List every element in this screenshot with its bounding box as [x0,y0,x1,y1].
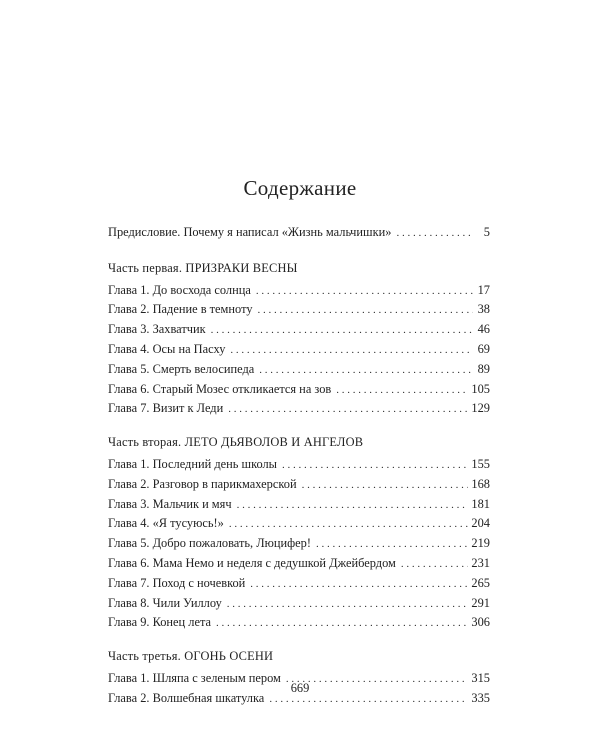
toc-entry-label: Глава 9. Конец лета [108,615,212,630]
toc-entry-label: Глава 2. Разговор в парикмахерской [108,476,297,491]
toc-entry-label: Глава 4. «Я тусуюсь!» [108,516,224,531]
toc-entry-page: 291 [471,595,490,610]
toc-part-3 [108,647,490,708]
toc-entry-page: 219 [471,536,490,551]
part-heading: Часть третья. ОГОНЬ ОСЕНИ [108,649,274,664]
toc-entry-page: 335 [471,690,490,705]
dot-leader [256,282,473,301]
toc-entry [108,380,490,400]
toc-entry [108,300,490,320]
toc-entry-page: 46 [477,322,490,337]
toc-entry-label: Глава 7. Поход с ночевкой [108,575,246,590]
toc-entry [108,514,490,534]
toc-entry [108,554,490,574]
toc-entry-label: Глава 1. Шляпа с зеленым пером [108,670,281,685]
toc-entry-label: Глава 6. Мама Немо и неделя с дедушкой Джейбердом [108,555,396,570]
toc-entry-label: Глава 2. Волшебная шкатулка [108,690,265,705]
toc-entry-page: 105 [471,381,490,396]
toc-entry [108,399,490,419]
toc-part-2 [108,433,490,633]
toc-entry-page: 181 [471,496,490,511]
toc-entry [108,455,490,475]
toc-entry-label: Глава 8. Чили Уиллоу [108,595,222,610]
toc-entry-label: Глава 4. Осы на Пасху [108,341,226,356]
toc-entry-page: 5 [483,225,490,239]
toc-entry [108,360,490,380]
toc-entry-page: 17 [477,282,490,297]
part-heading: Часть вторая. ЛЕТО ДЬЯВОЛОВ И АНГЕЛОВ [108,435,364,450]
dot-leader [396,224,473,243]
toc-entry-label: Глава 5. Смерть велосипеда [108,361,255,376]
dot-leader [282,456,468,475]
toc-entry [108,475,490,495]
toc-entry-page: 168 [471,476,490,491]
toc-entry-page: 129 [471,401,490,416]
dot-leader [216,614,468,633]
table-of-contents [108,223,490,723]
toc-entry [108,574,490,594]
toc-entry-preface [108,223,490,243]
dot-leader [230,341,473,360]
toc-entry-page: 155 [471,456,490,471]
toc-entry-label: Глава 7. Визит к Леди [108,401,224,416]
page-number: 669 [290,681,310,695]
toc-entry-label: Глава 3. Захватчик [108,322,206,337]
dot-leader [211,321,473,340]
dot-leader [302,476,469,495]
toc-part-1 [108,259,490,419]
toc-entry-page: 38 [477,302,490,317]
part-heading: Часть первая. ПРИЗРАКИ ВЕСНЫ [108,260,298,275]
toc-entry-label: Глава 2. Падение в темноту [108,302,253,317]
dot-leader [401,555,469,574]
toc-entry-label: Предисловие. Почему я написал «Жизнь мальчишки» [108,225,392,239]
dot-leader [258,301,473,320]
dot-leader [316,535,468,554]
toc-entry-label: Глава 1. До восхода солнца [108,282,251,297]
dot-leader [250,575,468,594]
toc-entry [108,613,490,633]
toc-entry [108,320,490,340]
toc-entry-page: 306 [471,615,490,630]
dot-leader [336,381,468,400]
toc-entry-page: 315 [471,670,490,685]
toc-entry-page: 231 [471,555,490,570]
toc-entry [108,340,490,360]
toc-entry [108,281,490,301]
toc-entry-page: 89 [477,361,490,376]
page-title: Содержание [243,176,357,200]
dot-leader [229,515,469,534]
toc-entry-page: 69 [477,341,490,356]
dot-leader [227,595,469,614]
toc-entry-page: 204 [471,516,490,531]
toc-entry [108,534,490,554]
toc-entry-page: 265 [471,575,490,590]
toc-entry-label: Глава 3. Мальчик и мяч [108,496,232,511]
toc-entry-label: Глава 5. Добро пожаловать, Люцифер! [108,536,311,551]
toc-entry [108,594,490,614]
toc-entry-label: Глава 6. Старый Мозес откликается на зов [108,381,332,396]
dot-leader [228,400,468,419]
dot-leader [259,361,473,380]
toc-entry [108,495,490,515]
dot-leader [237,496,469,515]
toc-entry-label: Глава 1. Последний день школы [108,456,278,471]
